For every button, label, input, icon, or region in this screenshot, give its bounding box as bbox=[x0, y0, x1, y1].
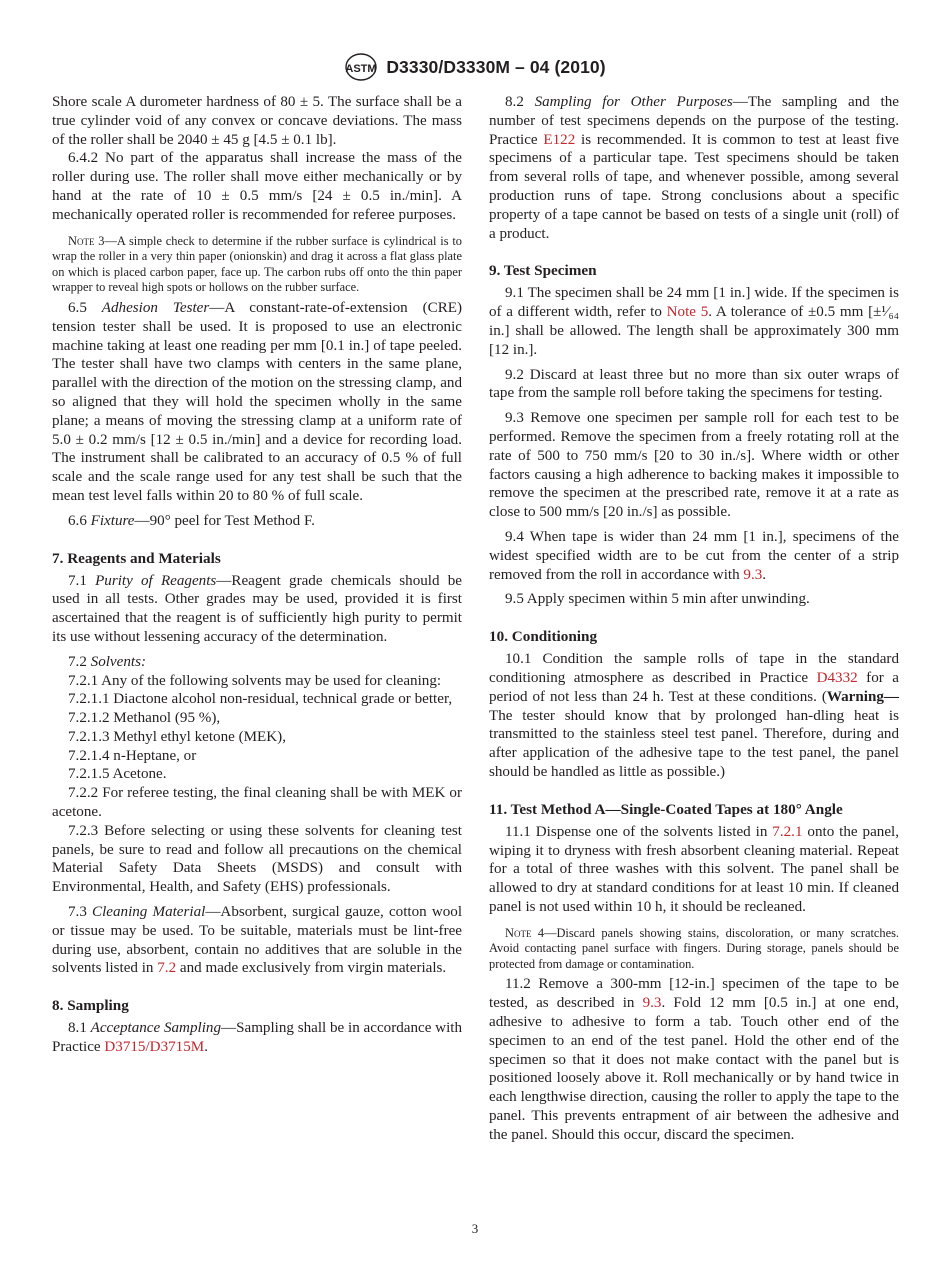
paragraph-7-1: 7.1 Purity of Reagents—Reagent grade chemicals should be used in all tests. Other grades may be used, provided it is first ascertained that the reagent is of sufficiently high purity to permit its use without lessening accuracy of the determination. bbox=[52, 572, 463, 645]
page-number: 3 bbox=[471, 1221, 479, 1236]
section-10-heading: 10. Conditioning bbox=[489, 628, 598, 646]
paragraph-9-4: 9.4 When tape is wider than 24 mm [1 in.], specimens of the widest specified width are to be cut from the center of a strip removed from the roll in accordance with 9.3. bbox=[489, 528, 899, 583]
link-e122[interactable]: E122 bbox=[543, 131, 576, 148]
section-11-heading: 11. Test Method A—Single-Coated Tapes at 180° Angle bbox=[489, 800, 843, 818]
paragraph-9-1: 9.1 The specimen shall be 24 mm [1 in.] wide. If the specimen is of a different width, refer to Note 5. A tolerance of ±0.5 mm [±¹⁄₆₄ in.] shall be allowed. The length shall be approximately 300 mm [12 in.]. bbox=[489, 285, 899, 358]
paragraph-7-2-1: 7.2.1 Any of the following solvents may be used for cleaning: bbox=[68, 672, 442, 689]
right-column bbox=[489, 93, 899, 1145]
link-note-5[interactable]: Note 5 bbox=[666, 304, 709, 321]
solvent-item: 7.2.1.2 Methanol (95 %), bbox=[68, 710, 221, 727]
solvent-item: 7.2.1.1 Diactone alcohol non-residual, technical grade or better, bbox=[68, 691, 453, 708]
solvent-item: 7.2.1.3 Methyl ethyl ketone (MEK), bbox=[68, 728, 286, 745]
link-section-7-2-1[interactable]: 7.2.1 bbox=[772, 823, 803, 840]
subsection-title: Fixture bbox=[90, 512, 135, 529]
paragraph-9-3: 9.3 Remove one specimen per sample roll for each test to be performed. Remove the specimen from a freely rotating roll at the rate of 500 to 750 mm/s [20 to 30 in./s]. Where width or other factors causing a high adherence to backing makes it impossible to remove the specimen at the prescribed rate, remove it at a rate as close to 500 mm/s [20 in./s] as possible. bbox=[489, 410, 899, 521]
paragraph-6-6: 6.6 Fixture—90° peel for Test Method F. bbox=[68, 512, 315, 529]
section-8-heading: 8. Sampling bbox=[52, 997, 129, 1015]
warning-label: Warning— bbox=[826, 688, 899, 705]
paragraph-6-5: 6.5 Adhesion Tester—A constant-rate-of-extension (CRE) tension tester shall be used. It is proposed to use an electronic machine taking at least one reading per mm [0.1 in.] of tape peeled. The tester shall have two clamps with centers in the same plane, parallel with the direction of the motion on the stressing clamp, and so aligned that they will hold the specimen wholly in the same plane; a means of moving the stressing clamp at a uniform rate of 5.0 ± 0.2 mm/s [12 ± 0.5 in./min] and a device for recording load. The instrument shall be calibrated to an accuracy of 0.5 % of full scale and the scale range used for any test shall be such that the mean test level falls within 20 to 80 % of full scale. bbox=[52, 299, 463, 504]
link-d3715[interactable]: D3715/D3715M bbox=[104, 1039, 205, 1056]
note-label: Note bbox=[68, 233, 95, 248]
paragraph-9-2: 9.2 Discard at least three but no more than six outer wraps of tape from the sample roll before taking the specimens for testing. bbox=[489, 366, 899, 402]
paragraph-6-4-2: 6.4.2 No part of the apparatus shall increase the mass of the roller during use. The roller shall move either mechanically or by hand at the rate of 10 ± 0.5 mm/s [24 ± 0.5 in./min]. A mechanically operated roller is recommended for referee purposes. bbox=[52, 150, 462, 223]
note-4: Note 4—Discard panels showing stains, discoloration, or many scratches. Avoid contacting panel surface with fingers. During storage, panels should be protected from damage or contamination. bbox=[489, 925, 899, 971]
link-d4332[interactable]: D4332 bbox=[816, 669, 858, 686]
solvent-item: 7.2.1.5 Acetone. bbox=[68, 766, 167, 783]
link-section-9-3[interactable]: 9.3 bbox=[642, 995, 662, 1012]
paragraph-7-3: 7.3 Cleaning Material—Absorbent, surgical gauze, cotton wool or tissue may be used. To be suitable, materials must be lint-free during use, absorbent, contain no additives that are soluble in the solvents listed in 7.2 and made exclusively from virgin materials. bbox=[52, 904, 463, 977]
note-label: Note bbox=[505, 925, 532, 940]
paragraph-11-1: 11.1 Dispense one of the solvents listed in 7.2.1 onto the panel, wiping it to dryness with fresh absorbent cleaning material. Repeat for a total of three washes with this solvent. The panel shall be allowed to dry at standard conditions for at least 10 min. If cleaned panel is not used within 10 h, it should be recleaned. bbox=[489, 823, 899, 915]
section-9-heading: 9. Test Specimen bbox=[489, 262, 597, 280]
paragraph-10-1: 10.1 Condition the sample rolls of tape in the standard conditioning atmosphere as described in Practice D4332 for a period of not less than 24 h. Test at these conditions. (Warning—The tester should know that by prolonged han-dling heat is transmitted to the stainless steel test panel. Therefore, during and after application of the adhesive tape to the test panel, the panel should be handled as little as possible.) bbox=[489, 651, 899, 780]
document-title: D3330/D3330M – 04 (2010) bbox=[386, 56, 606, 77]
link-section-9-3[interactable]: 9.3 bbox=[743, 566, 763, 583]
page-header bbox=[0, 52, 950, 87]
paragraph-8-1: 8.1 Acceptance Sampling—Sampling shall be in accordance with Practice D3715/D3715M. bbox=[52, 1020, 463, 1056]
left-column bbox=[52, 93, 462, 1057]
paragraph-7-2: 7.2 Solvents: bbox=[68, 653, 146, 670]
paragraph-7-2-3: 7.2.3 Before selecting or using these solvents for cleaning test panels, be sure to read and follow all precautions on the chemical Material Safety Data Sheets (MSDS) and consult with Environmental, Health, and Safety (EHS) professionals. bbox=[52, 822, 462, 896]
paragraph-6-4-1-continued: Shore scale A durometer hardness of 80 ± 5. The surface shall be a true cylinder void of any convex or concave deviations. The mass of the roller shall be 2040 ± 45 g [4.5 ± 0.1 lb]. bbox=[52, 94, 462, 148]
section-7-heading: 7. Reagents and Materials bbox=[52, 549, 221, 567]
svg-text:ASTM: ASTM bbox=[345, 63, 377, 75]
paragraph-7-2-2: 7.2.2 For referee testing, the final cleaning shall be with MEK or acetone. bbox=[52, 785, 462, 821]
paragraph-11-2: 11.2 Remove a 300-mm [12-in.] specimen of the tape to be tested, as described in 9.3. Fold 12 mm [0.5 in.] at one end, adhesive to adhesive to form a tab. Touch other end of the specimen to an end of the test panel. Hold the other end of the specimen so that it does not make contact with the panel but is positioned loosely above it. Roll mechanically or by hand twice in each lengthwise direction, causing the roller to apply the tape to the panel. This prevents entrapment of air between the adhesive and the panel. Should this occur, discard the specimen. bbox=[489, 976, 899, 1143]
solvent-item: 7.2.1.4 n-Heptane, or bbox=[68, 747, 197, 764]
note-3: Note 3—A simple check to determine if the rubber surface is cylindrical is to wrap the roller in a very thin paper (onionskin) and drag it across a flat glass plate on which is placed carbon paper, face up. The carbon rubs off onto the thin paper wrapper to reveal high spots or hollows on the rubber surface. bbox=[52, 233, 462, 295]
subsection-title: Adhesion Tester bbox=[101, 299, 210, 316]
paragraph-8-2: 8.2 Sampling for Other Purposes—The sampling and the number of test specimens depends on the purpose of the testing. Practice E122 is recommended. It is common to test at least five specimens of a particular tape. Test specimens should be taken from several rolls of tape, and whenever possible, among several production runs of tape. Strong conclusions about a specific property of a tape cannot be based on tests of a single unit (roll) of a product. bbox=[489, 94, 899, 242]
link-section-7-2[interactable]: 7.2 bbox=[157, 960, 177, 977]
paragraph-9-5: 9.5 Apply specimen within 5 min after unwinding. bbox=[505, 591, 810, 608]
astm-logo-icon bbox=[344, 52, 378, 82]
